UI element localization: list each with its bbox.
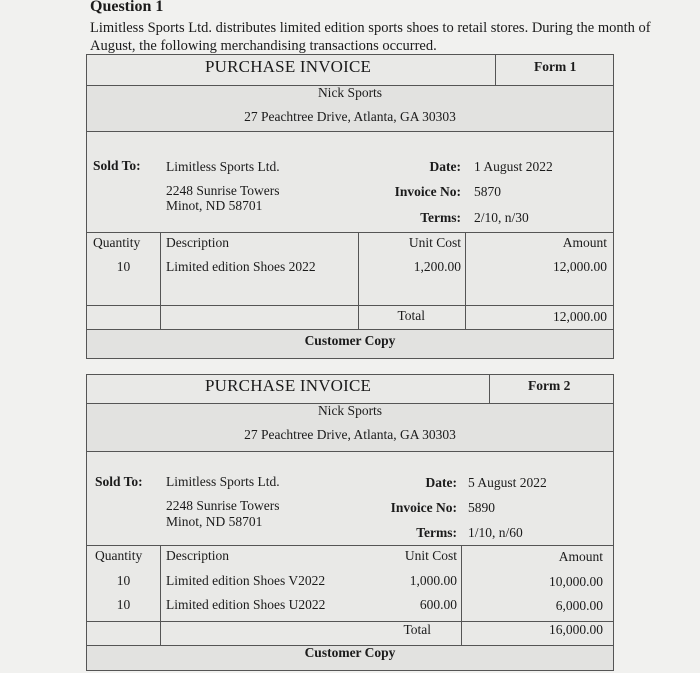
- total-value: 12,000.00: [553, 309, 607, 324]
- column-header-description: Description: [166, 548, 229, 563]
- line-item-unit-cost: 1,200.00: [413, 259, 461, 274]
- invoice-no-value: 5870: [474, 184, 501, 199]
- vendor-name: Nick Sports: [317, 403, 383, 418]
- line-item-description: Limited edition Shoes 2022: [166, 259, 316, 274]
- terms-value: 2/10, n/30: [474, 210, 529, 225]
- date-value: 1 August 2022: [474, 159, 553, 174]
- date-value: 5 August 2022: [468, 475, 547, 490]
- invoice-no-value: 5890: [468, 500, 495, 515]
- date-label: Date:: [425, 475, 457, 490]
- column-header-amount: Amount: [558, 549, 603, 564]
- invoice-no-label: Invoice No:: [390, 500, 457, 515]
- vendor-name: Nick Sports: [317, 85, 383, 100]
- line-item-unit-cost: 600.00: [419, 597, 457, 612]
- terms-label: Terms:: [420, 210, 461, 225]
- line-item-amount: 12,000.00: [553, 259, 607, 274]
- vendor-address: 27 Peachtree Drive, Atlanta, GA 30303: [244, 427, 456, 442]
- invoice-header: PURCHASE INVOICE: [205, 57, 372, 76]
- sold-to-label: Sold To:: [95, 474, 143, 489]
- customer-copy-footer: Customer Copy: [304, 645, 396, 660]
- question-text: [90, 19, 690, 55]
- column-header-quantity: Quantity: [95, 548, 143, 563]
- buyer-street: 2248 Sunrise Towers: [166, 498, 280, 513]
- total-label: Total: [397, 308, 425, 323]
- total-value: 16,000.00: [549, 622, 603, 637]
- line-item-unit-cost: 1,000.00: [409, 573, 457, 588]
- column-header-quantity: Quantity: [93, 235, 141, 250]
- vendor-address: 27 Peachtree Drive, Atlanta, GA 30303: [244, 109, 456, 124]
- line-item-quantity: 10: [116, 259, 131, 274]
- line-item-quantity: 10: [116, 597, 131, 612]
- purchase-invoice-form-1: [86, 54, 614, 359]
- invoice-no-label: Invoice No:: [394, 184, 461, 199]
- terms-value: 1/10, n/60: [468, 525, 523, 540]
- purchase-invoice-form-2: [86, 374, 614, 671]
- invoice-header: PURCHASE INVOICE: [205, 376, 372, 395]
- buyer-name: Limitless Sports Ltd.: [166, 474, 280, 489]
- column-header-unit-cost: Unit Cost: [408, 235, 461, 250]
- line-item-amount: 6,000.00: [555, 598, 603, 613]
- buyer-name: Limitless Sports Ltd.: [166, 159, 280, 174]
- column-header-amount: Amount: [562, 235, 607, 250]
- line-item-quantity: 10: [116, 573, 131, 588]
- customer-copy-footer: Customer Copy: [304, 333, 396, 348]
- column-header-unit-cost: Unit Cost: [404, 548, 457, 563]
- form-number: Form 2: [528, 378, 571, 393]
- question-text-line-1: Limitless Sports Ltd. distributes limited edition sports shoes to retail stores. During the month of: [90, 20, 651, 36]
- sold-to-label: Sold To:: [93, 158, 141, 173]
- question-title: Question 1: [90, 0, 164, 15]
- question-text-line-2: August, the following merchandising transactions occurred.: [90, 38, 437, 54]
- terms-label: Terms:: [416, 525, 457, 540]
- form-number: Form 1: [534, 59, 577, 74]
- line-item-amount: 10,000.00: [549, 574, 603, 589]
- date-label: Date:: [429, 159, 461, 174]
- buyer-city: Minot, ND 58701: [166, 514, 263, 529]
- buyer-street: 2248 Sunrise Towers: [166, 183, 280, 198]
- total-label: Total: [403, 622, 431, 637]
- buyer-city: Minot, ND 58701: [166, 198, 263, 213]
- line-item-description: Limited edition Shoes V2022: [166, 573, 326, 588]
- line-item-description: Limited edition Shoes U2022: [166, 597, 326, 612]
- column-header-description: Description: [166, 235, 229, 250]
